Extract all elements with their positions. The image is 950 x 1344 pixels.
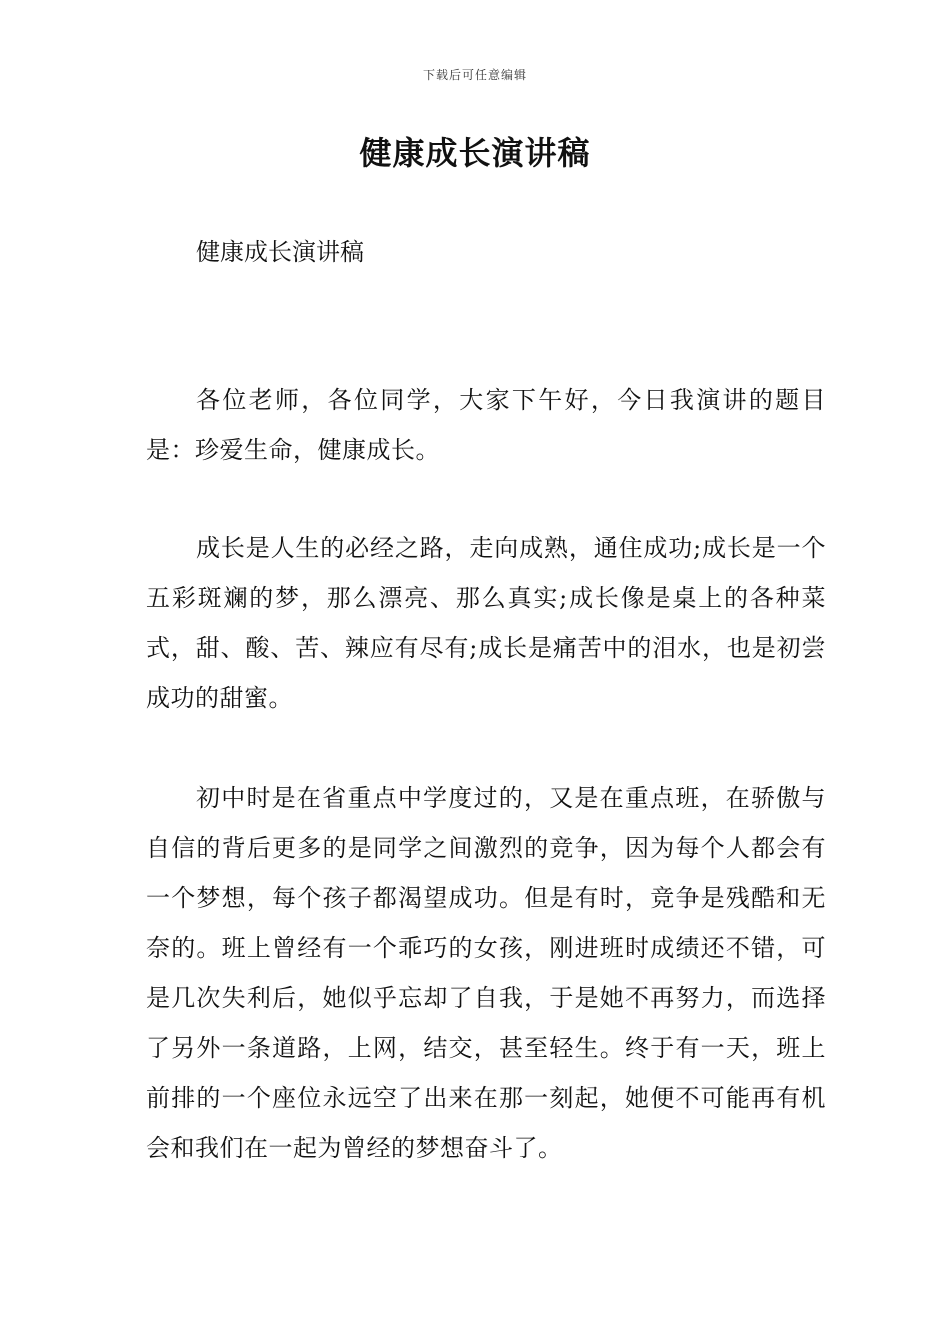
paragraph-growth: 成长是人生的必经之路，走向成熟，通住成功;成长是一个五彩斑斓的梦，那么漂亮、那么真实;成长像是桌上的各种菜式，甜、酸、苦、辣应有尽有;成长是痛苦中的泪水，也是初尝成功的甜蜜。 bbox=[146, 534, 826, 712]
document-title: 健康成长演讲稿 bbox=[359, 134, 591, 172]
paragraph-story: 初中时是在省重点中学度过的，又是在重点班，在骄傲与自信的背后更多的是同学之间激烈的竞争，因为每个人都会有一个梦想，每个孩子都渴望成功。但是有时，竞争是残酷和无奈的。班上曾经有一个乖巧的女孩，刚进班时成绩还不错，可是几次失利后，她似乎忘却了自我，于是她不再努力，而选择了另外一条道路，上网，结交，甚至轻生。终于有一天，班上前排的一个座位永远空了出来在那一刻起，她便不可能再有机会和我们在一起为曾经的梦想奋斗了。 bbox=[146, 784, 826, 1162]
document-subtitle: 健康成长演讲稿 bbox=[196, 238, 364, 266]
header-note: 下载后可任意编辑 bbox=[422, 68, 527, 82]
paragraph-greeting: 各位老师，各位同学，大家下午好，今日我演讲的题目是：珍爱生命，健康成长。 bbox=[146, 386, 826, 464]
